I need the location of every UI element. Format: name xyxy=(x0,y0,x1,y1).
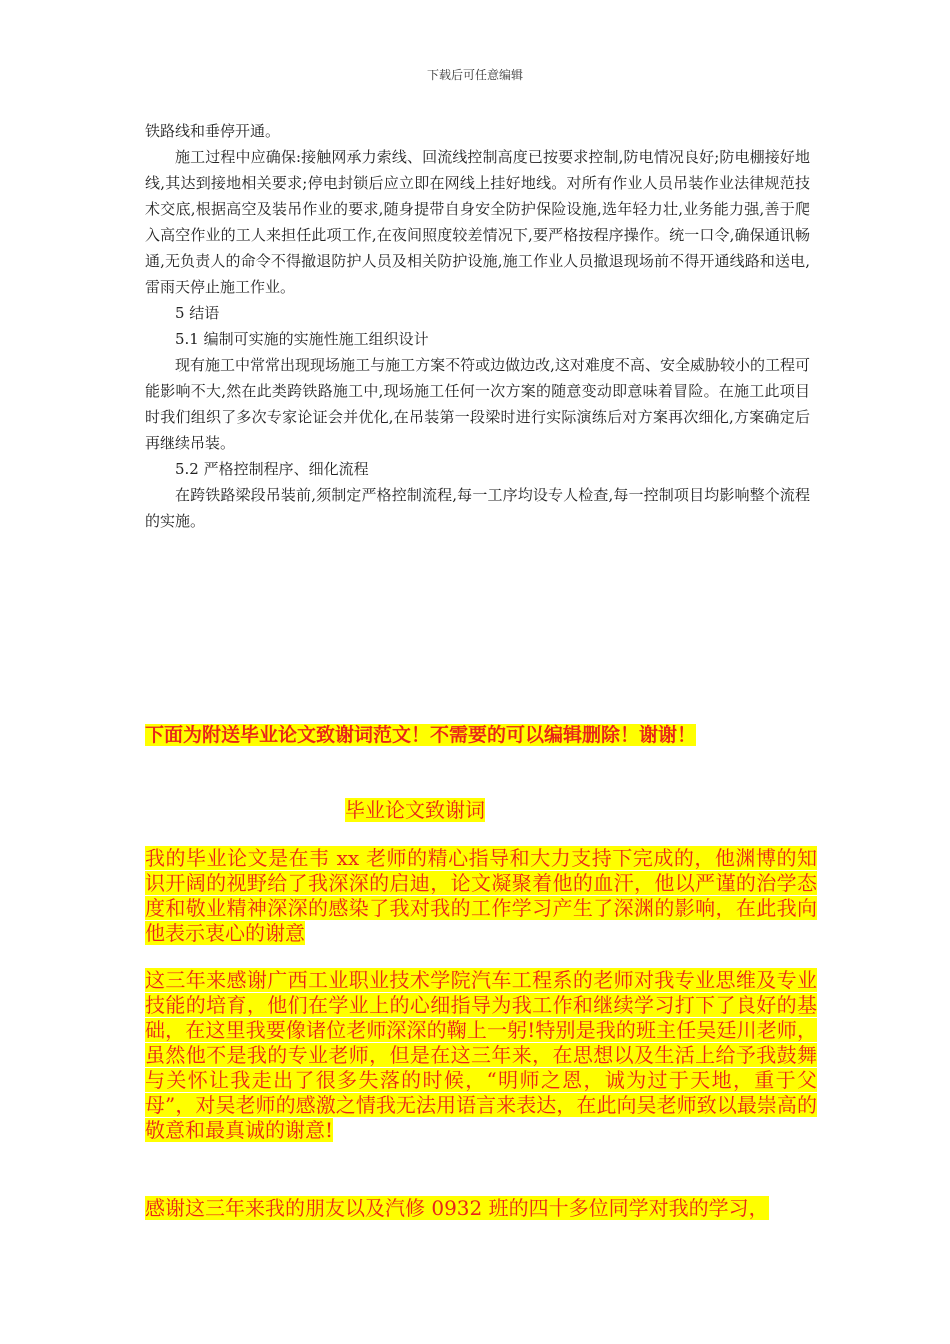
thanks-title-text: 毕业论文致谢词 xyxy=(345,798,485,822)
section-heading-5-1: 5.1 编制可实施的实施性施工组织设计 xyxy=(175,330,429,348)
thanks-paragraph-2 xyxy=(145,968,817,1143)
page-header: 下载后可任意编辑 xyxy=(426,68,523,82)
thanks-paragraph-2-text: 这三年来感谢广西工业职业技术学院汽车工程系的老师对我专业思维及专业技能的培育，他们在学业上的心细指导为我工作和继续学习打下了良好的基础，在这里我要像诸位老师深深的鞠上一躬!特别是我的班主任吴廷川老师，虽然他不是我的专业老师，但是在这三年来，在思想以及生活上给予我鼓舞与关怀让我走出了很多失落的时候，“明师之恩，诚为过于天地，重于父母”，对吴老师的感激之情我无法用语言来表达，在此向吴老师致以最崇高的敬意和最真诚的谢意! xyxy=(145,968,817,1142)
paragraph-safety: 施工过程中应确保:接触网承力索线、回流线控制高度已按要求控制,防电情况良好;防电棚接好地线,其达到接地相关要求;停电封锁后应立即在网线上挂好地线。对所有作业人员吊装作业法律规范技术交底,根据高空及装吊作业的要求,随身提带自身安全防护保险设施,选年轻力壮,业务能力强,善于爬入高空作业的工人来担任此项工作,在夜间照度较差情况下,要严格按程序操作。统一口令,确保通讯畅通,无负责人的命令不得撤退防护人员及相关防护设施,施工作业人员撤退现场前不得开通线路和送电,雷雨天停止施工作业。 xyxy=(145,148,810,296)
section-heading-5-2: 5.2 严格控制程序、细化流程 xyxy=(175,460,369,478)
appendix-notice-text: 下面为附送毕业论文致谢词范文！不需要的可以编辑删除！谢谢！ xyxy=(145,724,697,746)
thanks-paragraph-1-text: 我的毕业论文是在韦 xx 老师的精心指导和大力支持下完成的，他渊博的知识开阔的视野给了我深深的启迪，论文凝聚着他的血汗，他以严谨的治学态度和敬业精神深深的感染了我对我的工作学习产生了深渊的影响，在此我向他表示衷心的谢意 xyxy=(145,846,817,945)
paragraph-process: 在跨铁路梁段吊装前,须制定严格控制流程,每一工序均设专人检查,每一控制项目均影响整个流程的实施。 xyxy=(145,486,810,530)
body-section xyxy=(145,118,810,534)
paragraph-organization: 现有施工中常常出现现场施工与施工方案不符或边做边改,这对难度不高、安全威胁较小的工程可能影响不大,然在此类跨铁路施工中,现场施工任何一次方案的随意变动即意味着冒险。在施工此项目时我们组织了多次专家论证会并优化,在吊装第一段梁时进行实际演练后对方案再次细化,方案确定后再继续吊装。 xyxy=(145,356,810,452)
appendix-notice xyxy=(145,722,696,748)
paragraph-continuation: 铁路线和垂停开通。 xyxy=(145,122,281,140)
thanks-title xyxy=(345,797,485,823)
section-heading-5: 5 结语 xyxy=(175,304,220,322)
thanks-paragraph-3 xyxy=(145,1196,845,1221)
thanks-paragraph-3-text: 感谢这三年来我的朋友以及汽修 0932 班的四十多位同学对我的学习， xyxy=(145,1196,769,1220)
thanks-paragraph-1 xyxy=(145,846,817,946)
